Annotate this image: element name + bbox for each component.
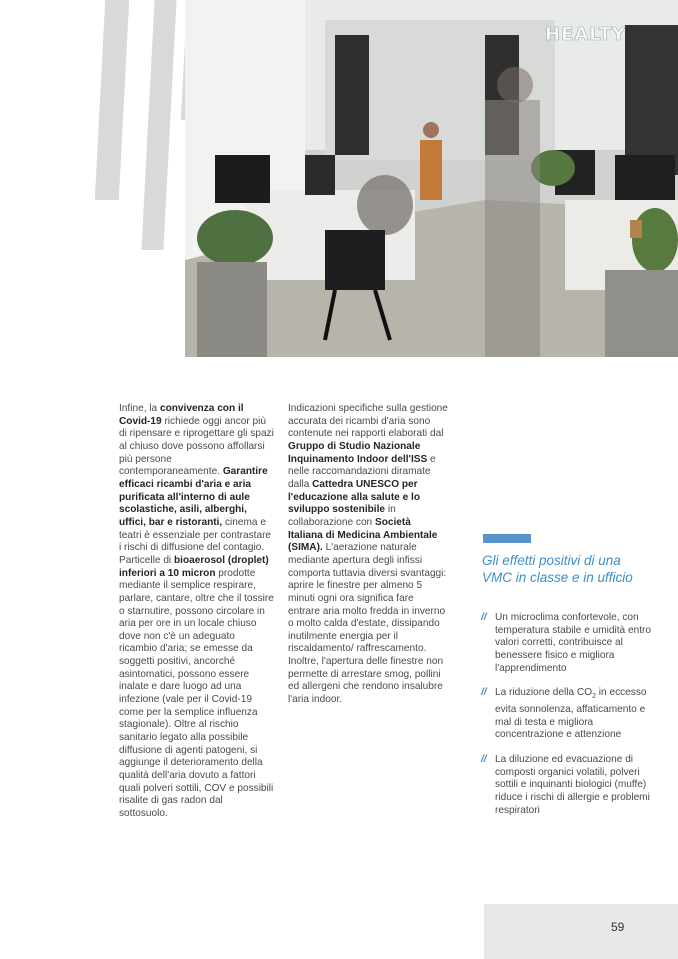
subscript-2: 2 xyxy=(592,693,596,701)
bold-run: Garantire efficaci ricambi d'aria e aria purificata all'interno di aule scolastiche, asili, alberghi, uffici, bar e ristoranti, xyxy=(119,466,268,528)
text-run: Indicazioni specifiche sulla gestione accurata dei ricambi d'aria sono contenute nei rapporti elaborati dal xyxy=(288,403,448,440)
list-item-text: La riduzione della CO xyxy=(495,687,593,699)
text-run: L'aerazione naturale mediante apertura degli infissi comporta tuttavia diversi svantaggi: aprire le finestre per almeno 5 minuti ogni ora significa fare entrare aria molto fredda in inverno o molto calda d'estate, dissipando inutilmente energia per il riscaldamento/ raffrescamento. Inoltre, l'apertura delle finestre non permette di arrestare smog, pollini ed allergeni che rendono insalubre l'aria indoor. xyxy=(288,542,447,706)
double-slash-bullet-icon: // xyxy=(481,753,487,765)
list-item xyxy=(481,754,651,817)
text-run: richiede oggi ancor più di ripensare e riprogettare gli spazi al chiuso dove possono affollarsi più persone contemporaneamente. xyxy=(119,415,274,478)
decorative-stripe-middle xyxy=(141,0,176,250)
text-run: in collaborazione con xyxy=(288,504,396,528)
sidebar-accent-bar xyxy=(483,534,531,543)
list-item-text: La diluzione ed evacuazione di composti organici volatili, polveri sottili e inquinanti biologici (muffe) riduce i rischi di allergie e problemi respiratori xyxy=(495,753,650,816)
list-item xyxy=(481,687,651,742)
text-run: e nelle raccomandazioni diramate dalla xyxy=(288,453,436,490)
bold-run: bioaerosol (droplet) inferiori a 10 micron xyxy=(119,554,269,579)
benefits-list xyxy=(481,612,651,829)
footer-block xyxy=(484,904,678,959)
list-item-text: Un microclima confortevole, con temperatura stabile e umidità entro valori corretti, contribuisce al benessere fisico e migliora l'apprendimento xyxy=(495,612,651,674)
text-run: prodotte mediante il semplice respirare, parlare, cantare, oltre che il tossire o starnutire, possono circolare in aria per ore in un locale chiuso dove non c'è un adeguato ricambio d'aria; se emesse da soggetti positivi, ancorché asintomatici, possono essere inalate e dare luogo ad una infezione (vale per il Covid-19 come per la semplice influenza stagionale). Oltre al rischio sanitario legato alla possibile diffusione di agenti patogeni, si aggiunge il deterioramento della qualità dell'aria dovuto a fattori quali polveri sottili, COV e possibili risalite di gas radon dal sottosuolo. xyxy=(119,567,274,819)
article-column-1 xyxy=(119,403,274,821)
article-column-2 xyxy=(288,403,448,707)
double-slash-bullet-icon: // xyxy=(481,687,487,699)
bold-run: Cattedra UNESCO per l'educazione alla salute e lo sviluppo sostenibile xyxy=(288,478,420,516)
bold-run: Società Italiana di Medicina Ambientale (SIMA). xyxy=(288,516,438,554)
bold-run: convivenza con il Covid-19 xyxy=(119,403,244,427)
decorative-stripe-left xyxy=(95,0,129,200)
sidebar-title: Gli effetti positivi di una VMC in classe e in ufficio xyxy=(482,553,633,585)
bold-run: Gruppo di Studio Nazionale Inquinamento Indoor dell'ISS xyxy=(288,440,428,465)
double-slash-bullet-icon: // xyxy=(481,612,487,623)
list-item-text: in eccesso evita sonnolenza, affaticamento e mal di testa e migliora concentrazione e attenzione xyxy=(495,687,647,741)
list-item xyxy=(481,612,651,675)
text-run: cinema e teatri è essenziale per contrastare i rischi di diffusione del contagio. Particelle di xyxy=(119,516,272,566)
text-run: Infine, la xyxy=(119,403,160,414)
office-photo xyxy=(185,0,678,357)
page-number: 59 xyxy=(611,920,625,934)
section-header-word: HEALTY xyxy=(545,24,627,45)
